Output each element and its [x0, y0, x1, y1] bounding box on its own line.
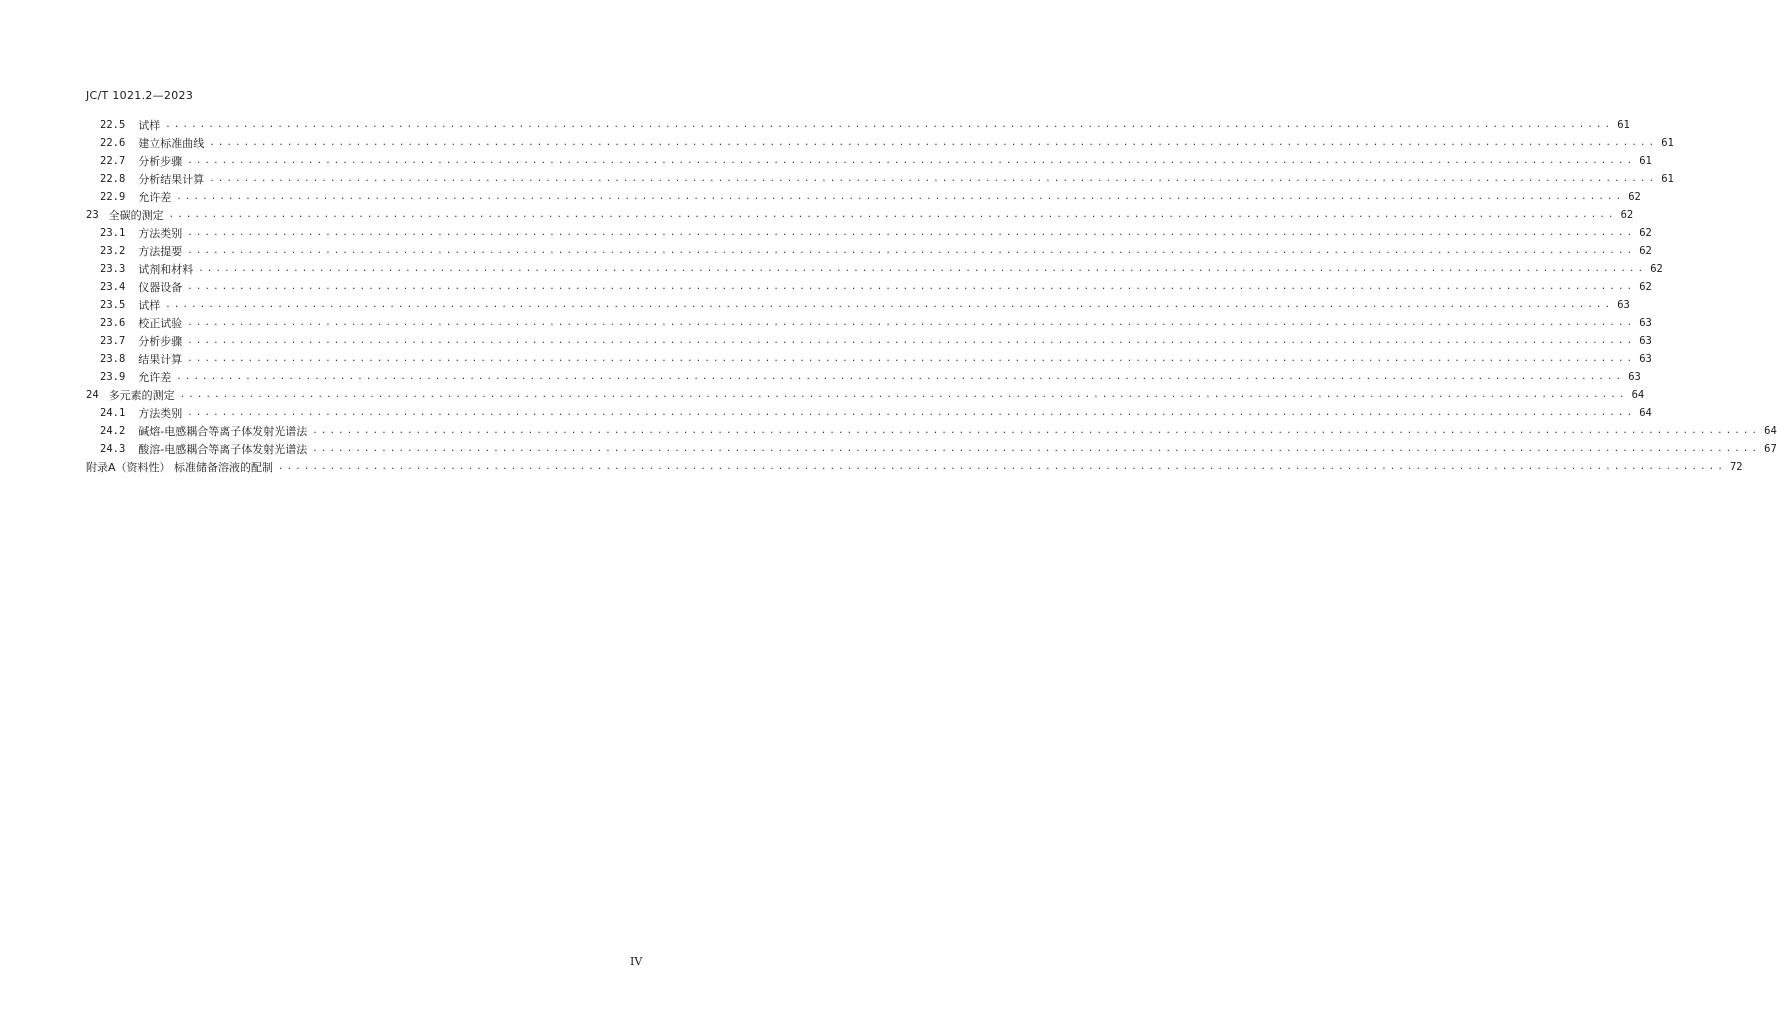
- toc-number: 23.5: [100, 299, 126, 311]
- toc-entry[interactable]: [0, 152, 1652, 170]
- toc-number: 24: [86, 389, 99, 401]
- toc-leader: [176, 190, 1624, 204]
- toc-entry[interactable]: [0, 116, 1630, 134]
- toc-title: 酸溶-电感耦合等离子体发射光谱法: [138, 443, 308, 456]
- toc-number: 23.6: [100, 317, 126, 329]
- toc-number: 22.8: [100, 173, 126, 185]
- toc-title: 允许差: [138, 191, 172, 204]
- toc-page: 62: [1650, 263, 1663, 275]
- toc-page: 63: [1617, 299, 1630, 311]
- toc-entry[interactable]: [0, 188, 1641, 206]
- toc-number: 23.3: [100, 263, 126, 275]
- toc-entry[interactable]: [0, 170, 1674, 188]
- toc-number: 22.7: [100, 155, 126, 167]
- toc-page: 62: [1628, 191, 1641, 203]
- toc-title: 方法类别: [138, 227, 183, 240]
- toc-page: 62: [1620, 209, 1634, 221]
- toc-entry[interactable]: [0, 134, 1674, 152]
- toc-entry[interactable]: [0, 278, 1652, 296]
- toc-page: 63: [1639, 335, 1652, 347]
- toc-leader: [198, 262, 1646, 276]
- toc-title: 校正试验: [138, 317, 183, 330]
- toc-entry[interactable]: [0, 368, 1641, 386]
- toc-leader: [187, 406, 1635, 420]
- toc-page: 62: [1639, 245, 1652, 257]
- toc-title: 方法提要: [138, 245, 183, 258]
- toc-entry[interactable]: [0, 206, 1634, 224]
- toc-number: 24.2: [100, 425, 126, 437]
- toc-entry[interactable]: [0, 314, 1652, 332]
- toc-leader: [278, 460, 1726, 474]
- toc-entry[interactable]: [0, 260, 1663, 278]
- toc-number: 23.7: [100, 335, 126, 347]
- toc-leader: [209, 172, 1657, 186]
- toc-number: 23: [86, 209, 99, 221]
- toc-title: 结果计算: [138, 353, 183, 366]
- toc-number: 22.5: [100, 119, 126, 131]
- toc-leader: [165, 298, 1613, 312]
- toc-page: 72: [1729, 461, 1743, 473]
- toc-leader: [187, 226, 1635, 240]
- toc-page: 63: [1639, 353, 1652, 365]
- toc-page: 62: [1639, 227, 1652, 239]
- toc-title: 分析步骤: [138, 155, 183, 168]
- toc-title: 分析步骤: [138, 335, 183, 348]
- toc-page: 61: [1639, 155, 1652, 167]
- toc-leader: [165, 118, 1613, 132]
- toc-title: 分析结果计算: [138, 173, 205, 186]
- toc-entry[interactable]: [0, 386, 1645, 404]
- toc-number: 24.3: [100, 443, 126, 455]
- toc-entry[interactable]: [0, 242, 1652, 260]
- toc-title: 碱熔-电感耦合等离子体发射光谱法: [138, 425, 308, 438]
- toc-page: 64: [1639, 407, 1652, 419]
- toc-number: 23.8: [100, 353, 126, 365]
- toc-leader: [209, 136, 1657, 150]
- toc-page: 61: [1661, 137, 1674, 149]
- toc-page: 64: [1631, 389, 1645, 401]
- toc-leader: [187, 244, 1635, 258]
- toc-page: 62: [1639, 281, 1652, 293]
- page-number: IV: [630, 955, 643, 968]
- toc-number: 23.1: [100, 227, 126, 239]
- toc-leader: [169, 208, 1617, 222]
- toc-entry[interactable]: [0, 422, 1777, 440]
- toc-title: 试剂和材料: [138, 263, 194, 276]
- toc-leader: [187, 280, 1635, 294]
- toc-leader: [187, 334, 1635, 348]
- toc-leader: [176, 370, 1624, 384]
- toc-title: 试样: [138, 119, 161, 132]
- toc-title: 附录A（资料性） 标准储备溶液的配制: [86, 461, 274, 474]
- toc-page: 63: [1639, 317, 1652, 329]
- toc-title: 建立标准曲线: [138, 137, 205, 150]
- toc-number: 24.1: [100, 407, 126, 419]
- toc-entry[interactable]: [0, 404, 1652, 422]
- toc-entry[interactable]: [0, 296, 1630, 314]
- toc-title: 多元素的测定: [108, 389, 175, 402]
- document-id: JC/T 1021.2—2023: [86, 89, 194, 102]
- toc-number: 23.9: [100, 371, 126, 383]
- toc-title: 方法类别: [138, 407, 183, 420]
- toc-entry[interactable]: [0, 440, 1777, 458]
- toc-title: 允许差: [138, 371, 172, 384]
- toc-leader: [187, 154, 1635, 168]
- toc-page: 67: [1764, 443, 1777, 455]
- toc-number: 23.4: [100, 281, 126, 293]
- toc-page: 63: [1628, 371, 1641, 383]
- toc-leader: [312, 424, 1760, 438]
- toc-entry-annex[interactable]: [0, 458, 1743, 476]
- toc-leader: [187, 352, 1635, 366]
- toc-number: 22.6: [100, 137, 126, 149]
- toc-number: 22.9: [100, 191, 126, 203]
- toc-title: 仪器设备: [138, 281, 183, 294]
- toc-entry[interactable]: [0, 224, 1652, 242]
- toc-entry[interactable]: [0, 332, 1652, 350]
- toc-page: 64: [1764, 425, 1777, 437]
- toc-number: 23.2: [100, 245, 126, 257]
- toc-title: 全碳的测定: [108, 209, 164, 222]
- toc-leader: [180, 388, 1628, 402]
- toc-entry[interactable]: [0, 350, 1652, 368]
- toc-page: 61: [1617, 119, 1630, 131]
- toc-leader: [312, 442, 1760, 456]
- toc-title: 试样: [138, 299, 161, 312]
- toc-leader: [187, 316, 1635, 330]
- toc-page: 61: [1661, 173, 1674, 185]
